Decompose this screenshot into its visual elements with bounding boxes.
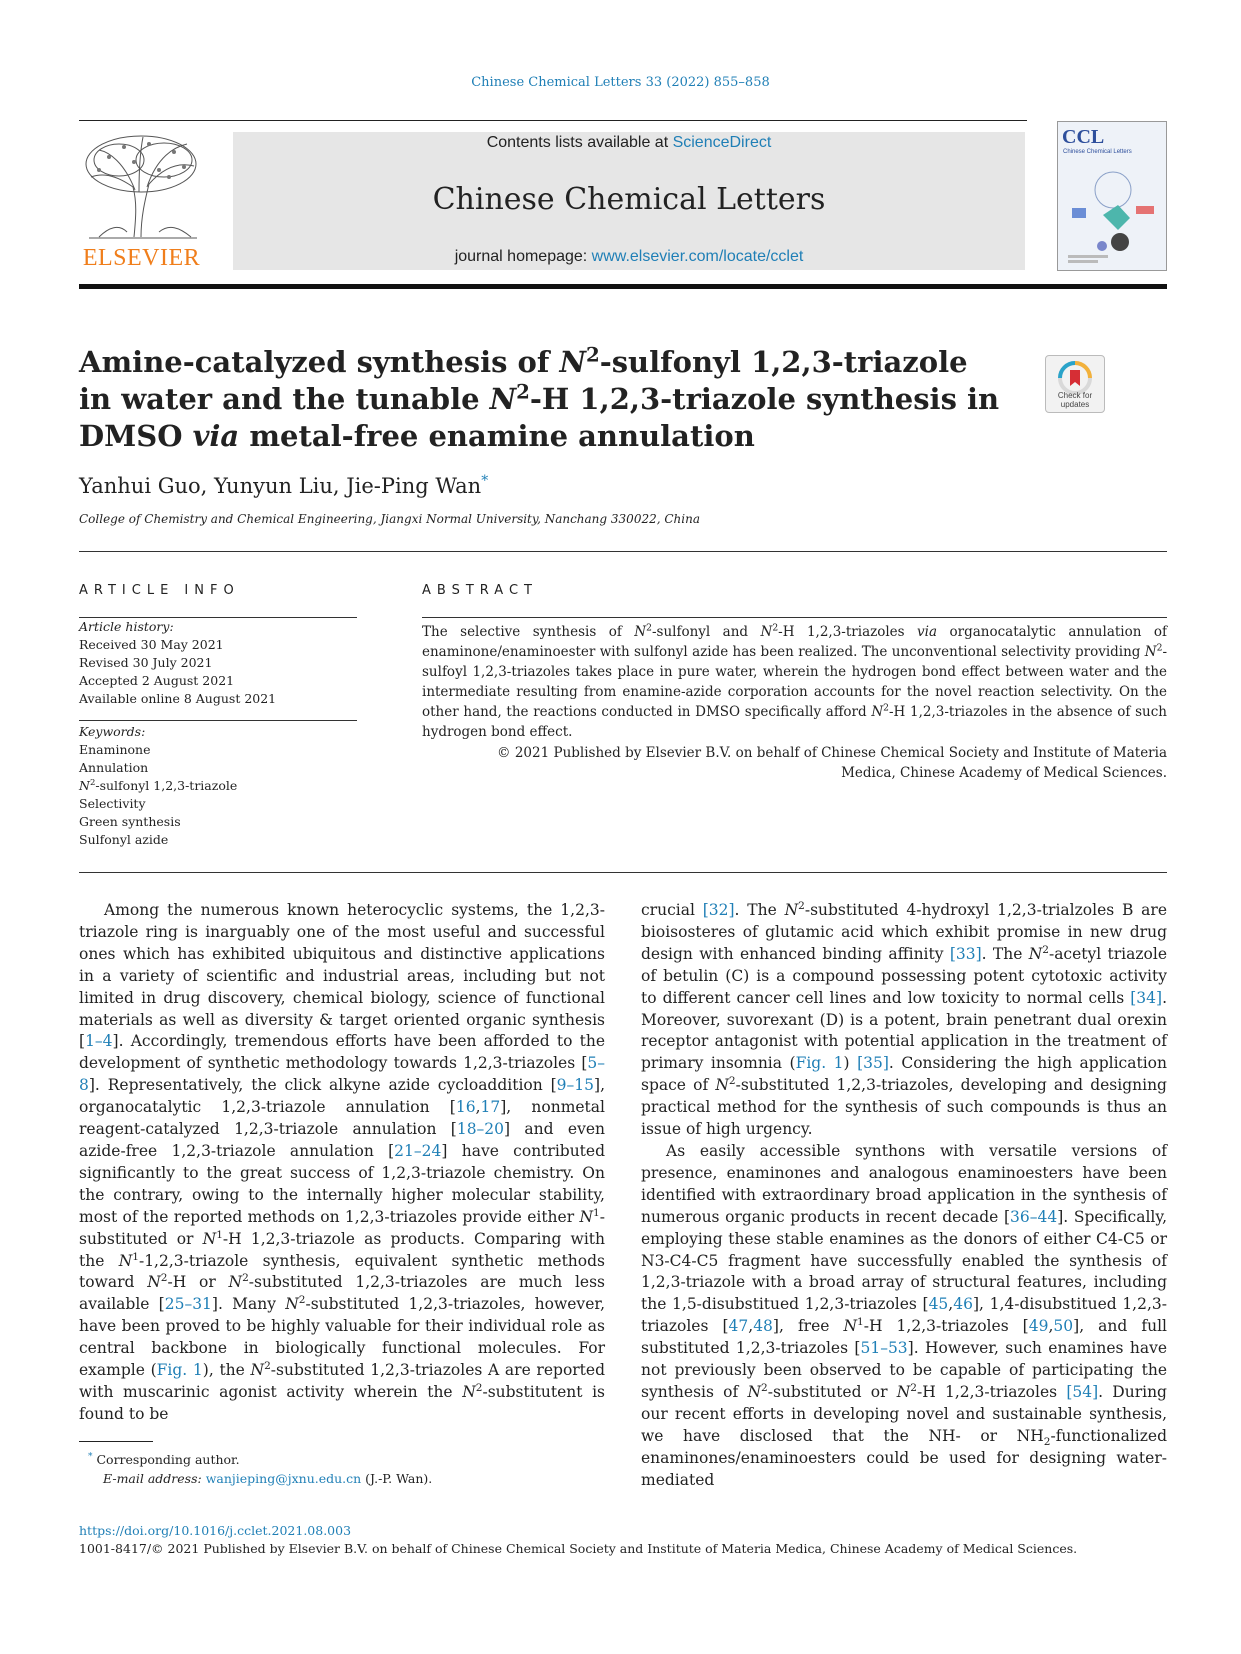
check-for-updates-badge[interactable]: [1045, 355, 1105, 413]
keyword: Annulation: [79, 760, 149, 775]
doi-link[interactable]: https://doi.org/10.1016/j.cclet.2021.08.003: [79, 1523, 352, 1538]
keyword: Selectivity: [79, 796, 146, 811]
reference-link[interactable]: [34]: [1130, 988, 1163, 1007]
reference-link[interactable]: 18–20: [456, 1120, 505, 1139]
article-title: Amine-catalyzed synthesis of $N^2$-sulfonyl 1,2,3-triazole in water and the tunable $N^2-H$ 1,2,3-triazole synthesis in DMSO via metal-free enamine annulation: [79, 342, 1000, 453]
reference-link[interactable]: 9–15: [556, 1076, 595, 1095]
body-right-column: [641, 900, 1167, 1491]
footnote-mark: *: [88, 1452, 93, 1462]
reference-link[interactable]: 50: [1053, 1317, 1074, 1336]
keyword-list: [79, 741, 237, 849]
reference-link[interactable]: [33]: [949, 944, 982, 963]
abstract-rule: [422, 617, 1167, 618]
affiliation: College of Chemistry and Chemical Engineering, Jiangxi Normal University, Nanchang 330022, China: [79, 512, 700, 526]
keywords: [79, 723, 237, 849]
info-rule-2: [79, 720, 357, 721]
reference-link[interactable]: Fig. 1: [156, 1361, 203, 1380]
issn-line: 1001-8417/© 2021 Published by Elsevier B.V. on behalf of Chinese Chemical Society and Institute of Materia Medica, Chinese Academy of Medical Sciences.: [79, 1541, 1078, 1556]
abstract-heading: ABSTRACT: [422, 583, 538, 598]
reference-link[interactable]: 49: [1028, 1317, 1049, 1336]
journal-cover[interactable]: [1057, 121, 1167, 271]
email-label: E-mail address:: [103, 1471, 206, 1486]
cover-art-icon: [1058, 160, 1167, 270]
body-paragraph: Among the numerous known heterocyclic systems, the 1,2,3-triazole ring is inarguably one of the most useful and successful ones which has exhibited ubiquitous and distinctive applications in a variety of scientific and industrial areas, including but not limited in drug discovery, chemical biology, science of functional materials as well as diversity & target oriented organic synthesis [1–4]. Accordingly, tremendous efforts have been afforded to the development of synthetic methodology towards 1,2,3-triazoles [5–8]. Representatively, the click alkyne azide cycloaddition [9–15], organocatalytic 1,2,3-triazole annulation [16,17], nonmetal reagent-catalyzed 1,2,3-triazole annulation [18–20] and even azide-free 1,2,3-triazole annulation [21–24] have contributed significantly to the great success of 1,2,3-triazole chemistry. On the contrary, owing to the internally higher molecular stability, most of the reported methods on 1,2,3-triazoles provide either $N^1$-substituted or $N^1-H$ 1,2,3-triazole as products. Comparing with the $N^1-1,2,3$-triazole synthesis, equivalent synthetic methods toward $N^2-H$ or $N^2$-substituted 1,2,3-triazoles are much less available [25–31]. Many $N^2$-substituted 1,2,3-triazoles, however, have been proved to be highly valuable for their individual role as central backbone in biologically functional molecules. For example (Fig. 1), the $N^2$-substituted 1,2,3-triazoles A are reported with muscarinic agonist activity wherein the $N^2$-substitutent is found to be: [79, 901, 606, 1423]
article-info-heading: ARTICLE INFO: [79, 583, 240, 598]
cover-name: Chinese Chemical Letters: [1063, 149, 1132, 155]
publisher-logo-text: ELSEVIER: [82, 245, 201, 271]
elsevier-logo[interactable]: [79, 132, 204, 272]
reference-link[interactable]: 17: [480, 1098, 501, 1117]
history-revised: Revised 30 July 2021: [79, 655, 213, 670]
reference-link[interactable]: 51–53: [860, 1339, 908, 1358]
keywords-heading: Keywords:: [79, 724, 146, 739]
journal-citation[interactable]: Chinese Chemical Letters 33 (2022) 855–858: [471, 75, 770, 90]
keyword: Sulfonyl azide: [79, 832, 169, 847]
body-rule: [79, 872, 1167, 873]
email-link[interactable]: wanjieping@jxnu.edu.cn: [205, 1471, 362, 1486]
reference-link[interactable]: Fig. 1: [795, 1054, 844, 1073]
journal-title: Chinese Chemical Letters: [432, 182, 826, 217]
footnote-text: Corresponding author.: [96, 1452, 240, 1468]
authors: [79, 474, 488, 498]
footnote-email: [103, 1471, 432, 1486]
history-received: Received 30 May 2021: [79, 637, 224, 652]
abstract-copyright: © 2021 Published by Elsevier B.V. on behalf of Chinese Chemical Society and Institute of Materia Medica, Chinese Academy of Medical Sciences.: [497, 745, 1167, 781]
keyword: Green synthesis: [79, 814, 181, 829]
reference-link[interactable]: 5–8: [79, 1054, 605, 1095]
abstract-text: The selective synthesis of $N^2$-sulfonyl and $N^2-H$ 1,2,3-triazoles via organocatalytic annulation of enaminone/enaminoester with sulfonyl azide has been realized. The unconventional selectivity providing $N^2$-sulfoyl 1,2,3-triazoles takes place in pure water, wherein the hydrogen bond effect between water and the intermediate resulting from enamine-azide corporation accounts for the novel reaction selectivity. On the other hand, the reactions conducted in DMSO specifically afford $N^2-H$ 1,2,3-triazoles in the absence of such hydrogen bond effect.: [422, 622, 1168, 740]
homepage-line: [233, 248, 1025, 266]
homepage-prefix: journal homepage:: [454, 248, 592, 265]
reference-link[interactable]: [32]: [702, 901, 735, 919]
author-names: Yanhui Guo, Yunyun Liu, Jie-Ping Wan: [79, 474, 482, 498]
reference-link[interactable]: 48: [753, 1317, 773, 1336]
reference-link[interactable]: 25–31: [164, 1295, 212, 1314]
reference-link[interactable]: [54]: [1066, 1382, 1099, 1401]
header-thick-rule: [79, 284, 1167, 289]
section-rule: [79, 551, 1167, 552]
reference-link[interactable]: 46: [953, 1295, 973, 1314]
header-rule: [79, 120, 1027, 121]
reference-link[interactable]: [35]: [857, 1054, 889, 1073]
homepage-link[interactable]: www.elsevier.com/locate/cclet: [591, 248, 804, 265]
journal-banner: [233, 132, 1025, 270]
history-online: Available online 8 August 2021: [79, 691, 277, 706]
keyword: Enaminone: [79, 742, 151, 757]
contents-prefix: Contents lists available at: [486, 134, 673, 151]
history-accepted: Accepted 2 August 2021: [79, 673, 235, 688]
reference-link[interactable]: 36–44: [1010, 1207, 1058, 1226]
article-history: [79, 618, 276, 708]
badge-line-2: updates: [1060, 400, 1090, 409]
history-heading: Article history:: [79, 619, 174, 634]
body-paragraph: As easily accessible synthons with versatile versions of presence, enaminones and analogous enaminoesters have been identified with extraordinary broad application in the synthesis of numerous organic products in recent decade [36–44]. Specifically, employing these stable enamines as the donors of either C4-C5 or N3-C4-C5 fragment have successfully enabled the synthesis of 1,2,3-triazole with a broad array of structural features, including the 1,5-disubstitued 1,2,3-triazoles [45,46], 1,4-disubstitued 1,2,3-triazoles [47,48], free $N^1-H$ 1,2,3-triazoles [49,50], and full substituted 1,2,3-triazoles [51–53]. However, such enamines have not previously been observed to be capable of participating the synthesis of $N^2$-substituted or $N^2-H$ 1,2,3-triazoles [54]. During our recent efforts in developing novel and sustainable synthesis, we have disclosed that the NH- or $NH_2$-functionalized enaminones/enaminoesters could be used for designing water-mediated: [641, 1141, 1167, 1489]
reference-link[interactable]: 47: [728, 1317, 749, 1336]
reference-link[interactable]: 21–24: [394, 1141, 442, 1160]
sciencedirect-link[interactable]: ScienceDirect: [672, 134, 772, 151]
keyword: $N^2$-sulfonyl 1,2,3-triazole: [79, 777, 238, 793]
contents-line: [233, 134, 1025, 152]
elsevier-tree-icon: [79, 132, 204, 242]
body-paragraph: crucial [32]. The $N^2$-substituted 4-hydroxyl 1,2,3-trialzoles B are bioisosteres of glutamic acid which exhibit promise in new drug design with enhanced binding affinity [33]. The $N^2$-acetyl triazole of betulin (C) is a compound possessing potent cytotoxic activity to different cancer cell lines and low toxicity to normal cells [34]. Moreover, suvorexant (D) is a potent, brain penetrant dual orexin receptor antagonist with potential application in the treatment of primary insomnia (Fig. 1) [35]. Considering the high application space of $N^2$-substituted 1,2,3-triazoles, developing and designing practical method for the synthesis of such compounds is thus an issue of high urgency.: [641, 899, 1168, 1139]
reference-link[interactable]: 1–4: [85, 1032, 113, 1051]
email-suffix: (J.-P. Wan).: [361, 1471, 433, 1486]
footnote-rule: [79, 1441, 153, 1442]
badge-line-1: Check for: [1057, 391, 1093, 400]
footnote-corresponding: [88, 1452, 240, 1467]
cover-abbrev: CCL: [1062, 126, 1105, 148]
corresponding-mark[interactable]: *: [481, 473, 489, 489]
reference-link[interactable]: 16: [455, 1098, 476, 1117]
reference-link[interactable]: 45: [928, 1295, 949, 1314]
badge-label: [1046, 391, 1104, 409]
body-left-column: [79, 900, 605, 1426]
